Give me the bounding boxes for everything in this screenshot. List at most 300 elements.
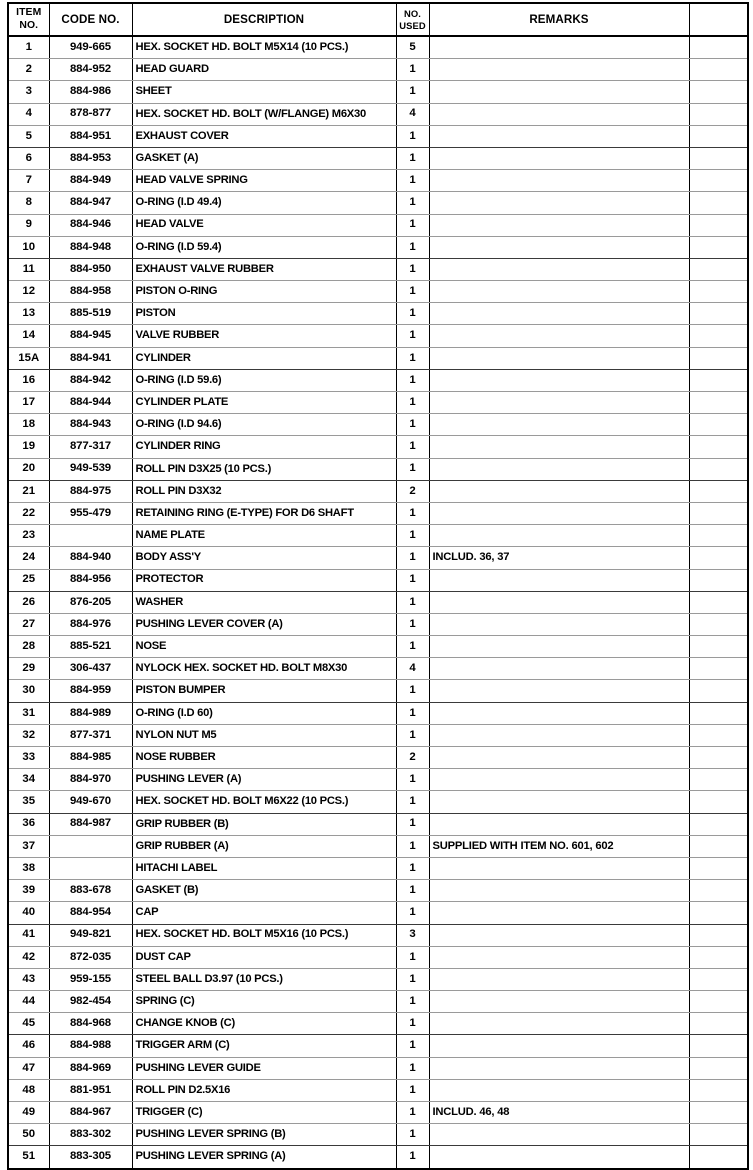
column-header-remarks: REMARKS	[429, 3, 689, 36]
row-no-used: 1	[396, 414, 429, 436]
row-no-used: 1	[396, 1035, 429, 1057]
row-item-no: 49	[8, 1102, 49, 1124]
row-description: EXHAUST VALVE RUBBER	[132, 258, 396, 280]
row-code-no: 949-670	[49, 791, 132, 813]
table-row	[8, 835, 748, 857]
row-code-no: 884-986	[49, 81, 132, 103]
row-item-no: 21	[8, 480, 49, 502]
column-header-description: DESCRIPTION	[132, 3, 396, 36]
row-item-no: 17	[8, 392, 49, 414]
row-description: HEX. SOCKET HD. BOLT M6X22 (10 PCS.)	[132, 791, 396, 813]
row-item-no: 33	[8, 747, 49, 769]
row-no-used: 1	[396, 702, 429, 724]
table-row	[8, 347, 748, 369]
row-description: PUSHING LEVER GUIDE	[132, 1057, 396, 1079]
row-code-no: 885-519	[49, 303, 132, 325]
row-remarks	[429, 214, 689, 236]
row-no-used: 1	[396, 347, 429, 369]
row-no-used: 1	[396, 258, 429, 280]
table-row	[8, 502, 748, 524]
row-item-no: 44	[8, 991, 49, 1013]
table-row	[8, 458, 748, 480]
row-remarks	[429, 458, 689, 480]
row-item-no: 6	[8, 147, 49, 169]
row-no-used: 1	[396, 392, 429, 414]
row-extra	[689, 658, 748, 680]
row-remarks	[429, 813, 689, 835]
row-remarks	[429, 414, 689, 436]
table-row	[8, 303, 748, 325]
row-no-used: 1	[396, 680, 429, 702]
row-item-no: 1	[8, 36, 49, 59]
row-remarks	[429, 192, 689, 214]
row-remarks	[429, 747, 689, 769]
row-code-no: 884-956	[49, 569, 132, 591]
row-extra	[689, 258, 748, 280]
row-description: GRIP RUBBER (B)	[132, 813, 396, 835]
column-header-item-no-line1: ITEM	[16, 6, 42, 18]
row-item-no: 25	[8, 569, 49, 591]
row-extra	[689, 525, 748, 547]
table-row	[8, 769, 748, 791]
row-item-no: 29	[8, 658, 49, 680]
row-no-used: 1	[396, 1013, 429, 1035]
row-extra	[689, 835, 748, 857]
row-extra	[689, 946, 748, 968]
row-no-used: 1	[396, 81, 429, 103]
row-item-no: 16	[8, 369, 49, 391]
row-description: PISTON O-RING	[132, 281, 396, 303]
row-extra	[689, 747, 748, 769]
row-item-no: 41	[8, 924, 49, 946]
row-extra	[689, 392, 748, 414]
column-header-item-no	[8, 3, 49, 36]
table-row	[8, 591, 748, 613]
row-no-used: 1	[396, 170, 429, 192]
row-code-no	[49, 525, 132, 547]
row-code-no: 884-948	[49, 236, 132, 258]
row-remarks	[429, 392, 689, 414]
row-remarks	[429, 436, 689, 458]
row-remarks	[429, 480, 689, 502]
row-no-used: 1	[396, 857, 429, 879]
row-item-no: 12	[8, 281, 49, 303]
row-item-no: 3	[8, 81, 49, 103]
parts-list-table	[7, 2, 749, 1170]
table-row	[8, 1102, 748, 1124]
row-remarks	[429, 724, 689, 746]
row-extra	[689, 36, 748, 59]
row-code-no: 884-940	[49, 547, 132, 569]
row-extra	[689, 236, 748, 258]
row-remarks	[429, 857, 689, 879]
table-row	[8, 147, 748, 169]
table-row	[8, 613, 748, 635]
table-row	[8, 281, 748, 303]
row-code-no: 884-954	[49, 902, 132, 924]
table-header	[8, 3, 748, 36]
row-no-used: 1	[396, 569, 429, 591]
column-header-item-no-line2: NO.	[19, 19, 39, 31]
table-row	[8, 170, 748, 192]
row-description: O-RING (I.D 49.4)	[132, 192, 396, 214]
table-row	[8, 658, 748, 680]
table-row	[8, 1057, 748, 1079]
row-code-no: 884-947	[49, 192, 132, 214]
row-extra	[689, 303, 748, 325]
row-remarks	[429, 680, 689, 702]
row-description: CAP	[132, 902, 396, 924]
row-code-no: 306-437	[49, 658, 132, 680]
row-description: GRIP RUBBER (A)	[132, 835, 396, 857]
table-row	[8, 946, 748, 968]
row-no-used: 1	[396, 636, 429, 658]
row-no-used: 1	[396, 436, 429, 458]
row-no-used: 1	[396, 1146, 429, 1169]
row-code-no: 949-539	[49, 458, 132, 480]
row-remarks	[429, 258, 689, 280]
row-item-no: 51	[8, 1146, 49, 1169]
row-item-no: 22	[8, 502, 49, 524]
table-row	[8, 36, 748, 59]
table-row	[8, 192, 748, 214]
row-remarks	[429, 36, 689, 59]
row-remarks	[429, 1146, 689, 1169]
table-row	[8, 747, 748, 769]
row-item-no: 13	[8, 303, 49, 325]
row-extra	[689, 902, 748, 924]
row-item-no: 35	[8, 791, 49, 813]
table-row	[8, 392, 748, 414]
row-description: NYLON NUT M5	[132, 724, 396, 746]
row-description: O-RING (I.D 60)	[132, 702, 396, 724]
column-header-no-used-line2: USED	[399, 19, 426, 31]
row-remarks	[429, 147, 689, 169]
row-item-no: 11	[8, 258, 49, 280]
row-extra	[689, 569, 748, 591]
row-code-no: 883-305	[49, 1146, 132, 1169]
row-code-no: 884-988	[49, 1035, 132, 1057]
row-remarks	[429, 1013, 689, 1035]
row-no-used: 1	[396, 458, 429, 480]
row-no-used: 1	[396, 281, 429, 303]
row-code-no: 884-970	[49, 769, 132, 791]
row-extra	[689, 1057, 748, 1079]
row-remarks	[429, 569, 689, 591]
row-description: PUSHING LEVER COVER (A)	[132, 613, 396, 635]
row-description: WASHER	[132, 591, 396, 613]
row-no-used: 1	[396, 946, 429, 968]
row-description: HITACHI LABEL	[132, 857, 396, 879]
row-code-no: 878-877	[49, 103, 132, 125]
row-no-used: 1	[396, 525, 429, 547]
row-description: BODY ASS'Y	[132, 547, 396, 569]
row-item-no: 45	[8, 1013, 49, 1035]
row-remarks	[429, 303, 689, 325]
row-extra	[689, 480, 748, 502]
row-item-no: 43	[8, 968, 49, 990]
row-no-used: 1	[396, 613, 429, 635]
table-row	[8, 724, 748, 746]
row-item-no: 40	[8, 902, 49, 924]
table-row	[8, 480, 748, 502]
table-row	[8, 1079, 748, 1101]
row-code-no: 876-205	[49, 591, 132, 613]
row-no-used: 1	[396, 1079, 429, 1101]
row-code-no: 884-969	[49, 1057, 132, 1079]
row-no-used: 1	[396, 880, 429, 902]
row-remarks	[429, 125, 689, 147]
row-remarks	[429, 636, 689, 658]
table-row	[8, 81, 748, 103]
row-remarks	[429, 613, 689, 635]
row-code-no: 884-945	[49, 325, 132, 347]
row-extra	[689, 636, 748, 658]
row-no-used: 1	[396, 325, 429, 347]
row-code-no: 884-943	[49, 414, 132, 436]
row-remarks	[429, 502, 689, 524]
row-description: ROLL PIN D3X25 (10 PCS.)	[132, 458, 396, 480]
row-remarks	[429, 347, 689, 369]
table-row	[8, 968, 748, 990]
row-remarks	[429, 281, 689, 303]
row-no-used: 1	[396, 1057, 429, 1079]
table-row	[8, 525, 748, 547]
row-code-no: 877-317	[49, 436, 132, 458]
row-item-no: 34	[8, 769, 49, 791]
row-no-used: 1	[396, 502, 429, 524]
header-row	[8, 3, 748, 36]
table-row	[8, 636, 748, 658]
table-row	[8, 369, 748, 391]
table-row	[8, 857, 748, 879]
row-description: PROTECTOR	[132, 569, 396, 591]
row-description: SPRING (C)	[132, 991, 396, 1013]
row-description: NYLOCK HEX. SOCKET HD. BOLT M8X30	[132, 658, 396, 680]
row-description: PUSHING LEVER SPRING (A)	[132, 1146, 396, 1169]
row-code-no: 884-950	[49, 258, 132, 280]
row-item-no: 26	[8, 591, 49, 613]
table-row	[8, 436, 748, 458]
table-row	[8, 924, 748, 946]
table-row	[8, 1013, 748, 1035]
row-remarks	[429, 1035, 689, 1057]
row-description: PUSHING LEVER SPRING (B)	[132, 1124, 396, 1146]
row-description: O-RING (I.D 59.6)	[132, 369, 396, 391]
row-no-used: 1	[396, 835, 429, 857]
column-header-code-no: CODE NO.	[49, 3, 132, 36]
row-description: HEAD VALVE SPRING	[132, 170, 396, 192]
row-no-used: 1	[396, 968, 429, 990]
row-item-no: 15A	[8, 347, 49, 369]
row-description: VALVE RUBBER	[132, 325, 396, 347]
row-extra	[689, 702, 748, 724]
row-remarks	[429, 369, 689, 391]
row-remarks	[429, 924, 689, 946]
row-code-no: 982-454	[49, 991, 132, 1013]
row-remarks	[429, 59, 689, 81]
row-code-no: 884-953	[49, 147, 132, 169]
row-extra	[689, 1079, 748, 1101]
row-remarks	[429, 1079, 689, 1101]
row-description: TRIGGER ARM (C)	[132, 1035, 396, 1057]
row-item-no: 8	[8, 192, 49, 214]
row-code-no: 884-967	[49, 1102, 132, 1124]
row-extra	[689, 214, 748, 236]
table-body	[8, 36, 748, 1169]
row-no-used: 1	[396, 547, 429, 569]
row-remarks	[429, 236, 689, 258]
row-extra	[689, 813, 748, 835]
column-header-extra	[689, 3, 748, 36]
row-no-used: 5	[396, 36, 429, 59]
row-description: CYLINDER RING	[132, 436, 396, 458]
row-extra	[689, 1035, 748, 1057]
row-item-no: 28	[8, 636, 49, 658]
row-extra	[689, 547, 748, 569]
row-extra	[689, 1102, 748, 1124]
table-row	[8, 569, 748, 591]
row-code-no: 884-976	[49, 613, 132, 635]
table-row	[8, 258, 748, 280]
row-extra	[689, 1146, 748, 1169]
row-item-no: 9	[8, 214, 49, 236]
row-remarks	[429, 591, 689, 613]
row-remarks	[429, 1057, 689, 1079]
row-code-no	[49, 857, 132, 879]
row-item-no: 32	[8, 724, 49, 746]
row-item-no: 4	[8, 103, 49, 125]
table-row	[8, 1146, 748, 1169]
row-item-no: 19	[8, 436, 49, 458]
row-remarks	[429, 1124, 689, 1146]
row-description: RETAINING RING (E-TYPE) FOR D6 SHAFT	[132, 502, 396, 524]
row-extra	[689, 991, 748, 1013]
row-item-no: 7	[8, 170, 49, 192]
row-remarks	[429, 170, 689, 192]
row-no-used: 1	[396, 813, 429, 835]
row-description: HEX. SOCKET HD. BOLT M5X16 (10 PCS.)	[132, 924, 396, 946]
row-item-no: 39	[8, 880, 49, 902]
row-remarks	[429, 902, 689, 924]
row-description: O-RING (I.D 59.4)	[132, 236, 396, 258]
row-code-no: 872-035	[49, 946, 132, 968]
row-extra	[689, 458, 748, 480]
row-extra	[689, 769, 748, 791]
row-extra	[689, 502, 748, 524]
row-description: GASKET (B)	[132, 880, 396, 902]
table-row	[8, 125, 748, 147]
row-remarks	[429, 525, 689, 547]
column-header-no-used-line1: NO.	[404, 8, 421, 20]
row-no-used: 4	[396, 103, 429, 125]
row-description: HEAD VALVE	[132, 214, 396, 236]
row-code-no: 884-946	[49, 214, 132, 236]
row-code-no: 884-949	[49, 170, 132, 192]
row-description: SHEET	[132, 81, 396, 103]
row-no-used: 1	[396, 902, 429, 924]
row-no-used: 2	[396, 747, 429, 769]
row-remarks: INCLUD. 46, 48	[429, 1102, 689, 1124]
row-remarks	[429, 325, 689, 347]
row-remarks	[429, 103, 689, 125]
row-item-no: 10	[8, 236, 49, 258]
table-row	[8, 991, 748, 1013]
row-extra	[689, 103, 748, 125]
row-no-used: 1	[396, 236, 429, 258]
row-description: CYLINDER PLATE	[132, 392, 396, 414]
table-row	[8, 791, 748, 813]
row-no-used: 1	[396, 214, 429, 236]
table-row	[8, 813, 748, 835]
row-no-used: 1	[396, 1124, 429, 1146]
row-remarks: INCLUD. 36, 37	[429, 547, 689, 569]
table-row	[8, 547, 748, 569]
row-description: CYLINDER	[132, 347, 396, 369]
row-code-no: 949-821	[49, 924, 132, 946]
row-description: NOSE RUBBER	[132, 747, 396, 769]
row-remarks	[429, 880, 689, 902]
table-row	[8, 1124, 748, 1146]
row-extra	[689, 791, 748, 813]
row-extra	[689, 613, 748, 635]
table-row	[8, 59, 748, 81]
row-remarks	[429, 658, 689, 680]
row-extra	[689, 347, 748, 369]
row-description: ROLL PIN D2.5X16	[132, 1079, 396, 1101]
row-remarks	[429, 968, 689, 990]
row-item-no: 47	[8, 1057, 49, 1079]
row-item-no: 48	[8, 1079, 49, 1101]
row-no-used: 1	[396, 724, 429, 746]
row-extra	[689, 1124, 748, 1146]
row-code-no: 884-968	[49, 1013, 132, 1035]
row-code-no: 883-302	[49, 1124, 132, 1146]
row-no-used: 1	[396, 303, 429, 325]
row-item-no: 5	[8, 125, 49, 147]
row-item-no: 24	[8, 547, 49, 569]
row-code-no: 884-989	[49, 702, 132, 724]
table-row	[8, 1035, 748, 1057]
row-code-no: 883-678	[49, 880, 132, 902]
row-code-no: 955-479	[49, 502, 132, 524]
row-no-used: 1	[396, 369, 429, 391]
row-no-used: 1	[396, 769, 429, 791]
table-row	[8, 880, 748, 902]
row-extra	[689, 968, 748, 990]
row-extra	[689, 591, 748, 613]
row-description: NOSE	[132, 636, 396, 658]
row-extra	[689, 1013, 748, 1035]
row-code-no: 881-951	[49, 1079, 132, 1101]
row-extra	[689, 724, 748, 746]
row-description: TRIGGER (C)	[132, 1102, 396, 1124]
table-row	[8, 325, 748, 347]
row-description: NAME PLATE	[132, 525, 396, 547]
row-code-no: 884-959	[49, 680, 132, 702]
row-extra	[689, 147, 748, 169]
row-no-used: 1	[396, 991, 429, 1013]
row-extra	[689, 59, 748, 81]
row-remarks	[429, 702, 689, 724]
column-header-no-used	[396, 3, 429, 36]
row-code-no	[49, 835, 132, 857]
row-item-no: 20	[8, 458, 49, 480]
row-code-no: 884-958	[49, 281, 132, 303]
row-no-used: 2	[396, 480, 429, 502]
row-extra	[689, 857, 748, 879]
row-extra	[689, 880, 748, 902]
